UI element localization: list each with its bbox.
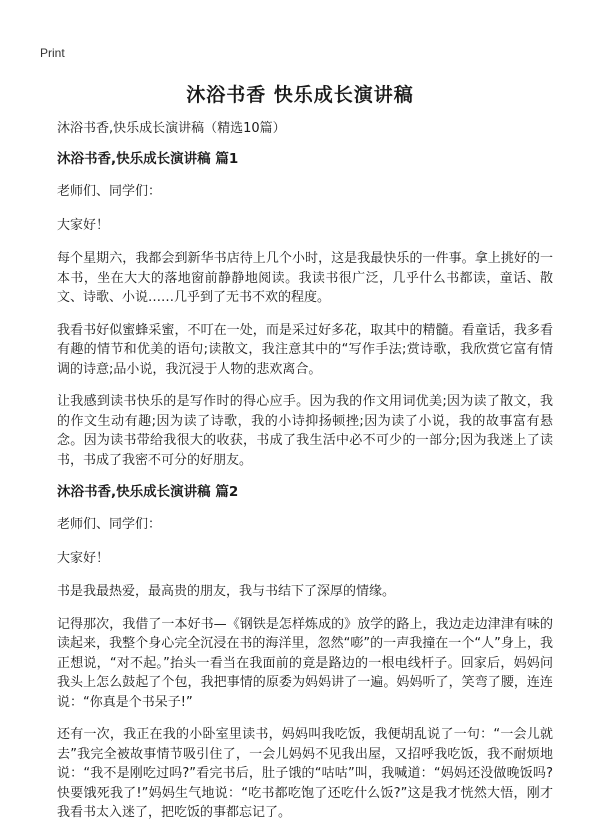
document-title: 沐浴书香 快乐成长演讲稿 [186,84,414,106]
document-body [57,120,553,836]
body-paragraph: 我看书好似蜜蜂采蜜，不叮在一处，而是采过好多花，取其中的精髓。看童话，我多看有趣的情节和优美的语句;读散文，我注意其中的“写作手法;赏诗歌，我欣赏它富有情调的诗意;品小说，我沉浸于人物的悲欢离合。 [57,322,553,377]
document-subtitle: 沐浴书香,快乐成长演讲稿（精选10篇） [57,121,286,136]
body-paragraph: 还有一次，我正在我的小卧室里读书，妈妈叫我吃饭，我便胡乱说了一句：“一会儿就去”我完全被故事情节吸引住了，一会儿妈妈不见我出屋，又招呼我吃饭，我不耐烦地说：“我不是刚吃过吗?”看完书后，肚子饿的“咕咕”叫，我喊道：“妈妈还没做晚饭吗?快要饿死我了!”妈妈生气地说：“吃书都吃饱了还吃什么饭?”这是我才恍然大悟，刚才我看书太入迷了，把吃饭的事都忘记了。 [57,727,553,820]
section-heading-2: 沐浴书香,快乐成长演讲稿 篇2 [57,484,239,500]
greeting-paragraph: 老师们、同学们： [57,184,162,199]
hello-paragraph: 大家好！ [57,550,110,566]
greeting-paragraph: 老师们、同学们： [57,517,162,532]
hello-paragraph: 大家好！ [57,217,110,233]
body-paragraph: 每个星期六，我都会到新华书店待上几个小时，这是我最快乐的一件事。拿上挑好的一本书，坐在大大的落地窗前静静地阅读。我读书很广泛，几乎什么书都读，童话、散文、诗歌、小说……几乎到了无书不欢的程度。 [57,251,553,305]
section-heading-1: 沐浴书香,快乐成长演讲稿 篇1 [57,151,239,167]
body-paragraph: 书是我最热爱，最高贵的朋友，我与书结下了深厚的情缘。 [57,584,396,599]
body-paragraph: 让我感到读书快乐的是写作时的得心应手。因为我的作文用词优美;因为读了散文，我的作文生动有趣;因为读了诗歌，我的小诗抑扬顿挫;因为读了小说，我的故事富有悬念。因为读书带给我很大的收获，书成了我生活中必不可少的一部分;因为我迷上了读书，书成了我密不可分的好朋友。 [57,394,553,468]
body-paragraph: 记得那次，我借了一本好书—《钢铁是怎样炼成的》放学的路上，我边走边津津有味的读起来，我整个身心完全沉浸在书的海洋里，忽然“嘭”的一声我撞在一个“人”身上，我正想说，“对不起。”抬头一看当在我面前的竟是路边的一根电线杆子。回家后，妈妈问我头上怎么鼓起了个包，我把事情的原委为妈妈讲了一遍。妈妈听了，笑弯了腰，连连说：“你真是个书呆子!” [57,616,553,710]
print-link[interactable]: Print [40,46,65,60]
